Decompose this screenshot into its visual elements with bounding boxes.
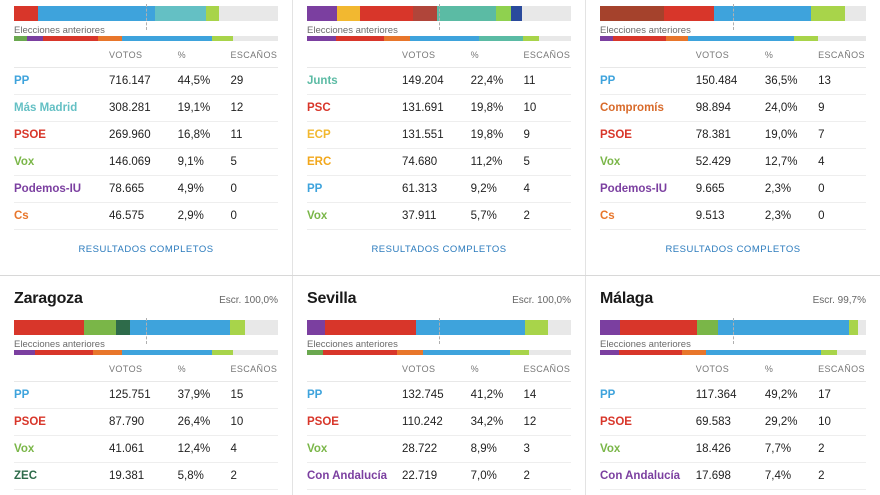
bar-segment	[416, 320, 525, 335]
col-header-party	[600, 41, 696, 68]
bar-segment	[664, 6, 715, 21]
table-row[interactable]	[14, 122, 278, 149]
bar-segment	[511, 6, 522, 21]
party-votes: 131.551	[402, 122, 471, 149]
table-row[interactable]	[600, 149, 866, 176]
party-percentage: 2,3%	[765, 203, 818, 230]
party-votes: 28.722	[402, 436, 471, 463]
bar-segment	[130, 320, 230, 335]
col-header-party	[14, 355, 109, 382]
party-votes: 9.665	[696, 176, 765, 203]
city-name: Zaragoza	[14, 290, 83, 307]
city-header	[600, 276, 866, 318]
bar-segment	[38, 6, 155, 21]
bar-segment	[666, 36, 687, 41]
col-header-seats: ESCAÑOS	[523, 41, 571, 68]
party-votes: 74.680	[402, 149, 471, 176]
bar-segment	[706, 350, 820, 355]
bar-segment	[837, 350, 866, 355]
party-seats: 4	[818, 149, 866, 176]
col-header-pct: %	[471, 355, 524, 382]
party-percentage: 19,1%	[178, 95, 231, 122]
city-result-card	[586, 0, 880, 275]
bar-segment	[600, 6, 664, 21]
table-row[interactable]	[600, 95, 866, 122]
scrutiny-status: Escr. 100,0%	[512, 295, 571, 306]
bar-segment	[336, 36, 384, 41]
party-votes: 69.583	[696, 409, 765, 436]
party-votes: 52.429	[696, 149, 765, 176]
bar-segment	[413, 6, 437, 21]
party-seats: 11	[523, 68, 571, 95]
table-row[interactable]	[14, 176, 278, 203]
party-percentage: 29,2%	[765, 409, 818, 436]
party-name: PP	[14, 68, 109, 95]
bar-segment	[219, 6, 278, 21]
bar-segment	[98, 36, 122, 41]
bar-segment	[718, 320, 849, 335]
table-row[interactable]	[307, 176, 571, 203]
party-name: Junts	[307, 68, 402, 95]
party-seats: 12	[230, 95, 278, 122]
table-row[interactable]	[600, 409, 866, 436]
party-seats: 10	[818, 409, 866, 436]
previous-seat-bar	[307, 350, 571, 355]
party-percentage: 8,9%	[471, 436, 524, 463]
party-name: PP	[14, 382, 109, 409]
bar-segment	[233, 350, 278, 355]
bar-segment	[122, 350, 212, 355]
city-result-card	[0, 0, 293, 275]
bar-segment	[245, 320, 277, 335]
bar-segment	[600, 350, 619, 355]
table-row[interactable]	[307, 149, 571, 176]
previous-seat-bar	[14, 350, 278, 355]
city-header	[14, 276, 278, 318]
bar-segment	[307, 350, 323, 355]
party-votes: 308.281	[109, 95, 178, 122]
previous-elections-label: Elecciones anteriores	[14, 339, 105, 350]
city-result-card	[293, 0, 586, 275]
party-seats: 29	[230, 68, 278, 95]
party-name: PSC	[307, 95, 402, 122]
bar-segment	[688, 36, 794, 41]
previous-elections-label: Elecciones anteriores	[600, 25, 691, 36]
party-percentage: 36,5%	[765, 68, 818, 95]
bar-segment	[14, 320, 84, 335]
table-row[interactable]	[600, 463, 866, 490]
party-percentage: 19,8%	[471, 95, 524, 122]
previous-seat-bar	[600, 36, 866, 41]
party-name: PSOE	[14, 122, 109, 149]
col-header-seats: ESCAÑOS	[230, 355, 278, 382]
party-seats: 4	[523, 176, 571, 203]
bar-segment	[620, 320, 698, 335]
table-row[interactable]	[14, 382, 278, 409]
col-header-seats: ESCAÑOS	[523, 355, 571, 382]
col-header-votes: VOTOS	[109, 41, 178, 68]
party-percentage: 7,7%	[765, 436, 818, 463]
party-name: PSOE	[600, 122, 696, 149]
party-name: Con Andalucía	[307, 463, 402, 490]
party-name: PSOE	[600, 409, 696, 436]
party-name: Compromís	[600, 95, 696, 122]
majority-line	[146, 318, 147, 344]
party-percentage: 5,7%	[471, 203, 524, 230]
table-row[interactable]	[600, 122, 866, 149]
party-votes: 269.960	[109, 122, 178, 149]
bar-segment	[212, 36, 233, 41]
party-name: PSOE	[307, 409, 402, 436]
table-row[interactable]	[307, 95, 571, 122]
previous-seat-bar	[307, 36, 571, 41]
bar-segment	[14, 36, 27, 41]
party-name: PSOE	[14, 409, 109, 436]
party-name: Podemos-IU	[14, 176, 109, 203]
bar-segment	[496, 6, 511, 21]
bar-segment	[43, 36, 98, 41]
bar-segment	[325, 320, 415, 335]
bar-segment	[155, 6, 205, 21]
bar-segment	[821, 350, 837, 355]
bar-segment	[233, 36, 278, 41]
col-header-votes: VOTOS	[402, 355, 471, 382]
party-percentage: 26,4%	[178, 409, 231, 436]
bar-segment	[323, 350, 397, 355]
party-name: Vox	[14, 149, 109, 176]
party-seats: 5	[230, 149, 278, 176]
previous-elections-label: Elecciones anteriores	[600, 339, 691, 350]
table-row[interactable]	[600, 68, 866, 95]
majority-line	[733, 318, 734, 344]
bar-segment	[14, 350, 35, 355]
party-percentage: 4,9%	[178, 176, 231, 203]
party-seats: 17	[818, 382, 866, 409]
bar-segment	[600, 36, 613, 41]
bar-segment	[337, 6, 361, 21]
party-percentage: 41,2%	[471, 382, 524, 409]
col-header-pct: %	[765, 41, 818, 68]
bar-segment	[714, 6, 811, 21]
city-name: Málaga	[600, 290, 654, 307]
party-seats: 2	[523, 203, 571, 230]
bar-segment	[613, 36, 666, 41]
bar-segment	[794, 36, 818, 41]
city-name: Sevilla	[307, 290, 357, 307]
party-name: PP	[307, 382, 402, 409]
bar-segment	[845, 6, 866, 21]
scrutiny-status: Escr. 99,7%	[812, 295, 866, 306]
party-votes: 131.691	[402, 95, 471, 122]
bar-segment	[307, 6, 337, 21]
seat-bars	[14, 6, 278, 36]
col-header-seats: ESCAÑOS	[818, 41, 866, 68]
results-table	[14, 355, 278, 490]
party-seats: 10	[523, 95, 571, 122]
bar-segment	[697, 320, 717, 335]
col-header-votes: VOTOS	[696, 355, 765, 382]
bar-segment	[600, 320, 620, 335]
party-name: Más Madrid	[14, 95, 109, 122]
table-row[interactable]	[307, 436, 571, 463]
party-percentage: 12,4%	[178, 436, 231, 463]
table-row[interactable]	[600, 176, 866, 203]
party-votes: 46.575	[109, 203, 178, 230]
bar-segment	[619, 350, 683, 355]
full-results-link[interactable]: RESULTADOS COMPLETOS	[78, 244, 214, 255]
table-row[interactable]	[307, 409, 571, 436]
party-name: PP	[307, 176, 402, 203]
col-header-pct: %	[178, 355, 231, 382]
party-votes: 17.698	[696, 463, 765, 490]
party-name: Podemos-IU	[600, 176, 696, 203]
table-row[interactable]	[307, 382, 571, 409]
table-row[interactable]	[14, 68, 278, 95]
party-votes: 132.745	[402, 382, 471, 409]
party-votes: 110.242	[402, 409, 471, 436]
party-seats: 9	[523, 122, 571, 149]
table-row[interactable]	[600, 203, 866, 230]
party-percentage: 7,0%	[471, 463, 524, 490]
party-percentage: 5,8%	[178, 463, 231, 490]
seat-bars	[600, 320, 866, 350]
table-row[interactable]	[307, 203, 571, 230]
party-votes: 22.719	[402, 463, 471, 490]
party-votes: 41.061	[109, 436, 178, 463]
party-percentage: 9,1%	[178, 149, 231, 176]
party-votes: 149.204	[402, 68, 471, 95]
party-name: Vox	[307, 436, 402, 463]
party-name: Cs	[600, 203, 696, 230]
col-header-pct: %	[765, 355, 818, 382]
party-name: PP	[600, 68, 696, 95]
bar-segment	[423, 350, 510, 355]
table-row[interactable]	[14, 95, 278, 122]
party-votes: 18.426	[696, 436, 765, 463]
bar-segment	[307, 320, 325, 335]
party-votes: 146.069	[109, 149, 178, 176]
bar-segment	[522, 6, 571, 21]
party-votes: 19.381	[109, 463, 178, 490]
seat-bars	[14, 320, 278, 350]
party-name: Con Andalucía	[600, 463, 696, 490]
party-name: Vox	[307, 203, 402, 230]
party-name: ERC	[307, 149, 402, 176]
scrutiny-status: Escr. 100,0%	[219, 295, 278, 306]
col-header-seats: ESCAÑOS	[230, 41, 278, 68]
party-percentage: 24,0%	[765, 95, 818, 122]
results-table	[307, 355, 571, 490]
bar-segment	[384, 36, 410, 41]
city-header	[307, 276, 571, 318]
party-seats: 7	[818, 122, 866, 149]
bar-segment	[230, 320, 246, 335]
previous-elections-label: Elecciones anteriores	[307, 339, 398, 350]
bar-segment	[479, 36, 524, 41]
bar-segment	[206, 6, 219, 21]
party-votes: 125.751	[109, 382, 178, 409]
seat-bars	[307, 6, 571, 36]
bar-segment	[27, 36, 43, 41]
table-row[interactable]	[14, 436, 278, 463]
party-percentage: 2,3%	[765, 176, 818, 203]
table-row[interactable]	[14, 463, 278, 490]
party-percentage: 19,0%	[765, 122, 818, 149]
party-seats: 0	[818, 203, 866, 230]
results-grid-bottom	[0, 276, 880, 495]
bar-segment	[849, 320, 858, 335]
bar-segment	[35, 350, 93, 355]
party-seats: 12	[523, 409, 571, 436]
col-header-votes: VOTOS	[109, 355, 178, 382]
party-seats: 13	[818, 68, 866, 95]
bar-segment	[539, 36, 571, 41]
party-name: Vox	[14, 436, 109, 463]
city-result-card	[0, 276, 293, 495]
results-table	[307, 41, 571, 230]
bar-segment	[525, 320, 548, 335]
bar-segment	[529, 350, 571, 355]
results-table	[600, 355, 866, 490]
bar-segment	[858, 320, 866, 335]
col-header-pct: %	[178, 41, 231, 68]
majority-line	[439, 4, 440, 30]
results-table	[600, 41, 866, 230]
table-row[interactable]	[307, 463, 571, 490]
col-header-party	[14, 41, 109, 68]
table-row[interactable]	[14, 409, 278, 436]
party-seats: 4	[230, 436, 278, 463]
col-header-party	[307, 41, 402, 68]
party-percentage: 12,7%	[765, 149, 818, 176]
bar-segment	[122, 36, 212, 41]
party-seats: 2	[818, 463, 866, 490]
party-name: Cs	[14, 203, 109, 230]
table-row[interactable]	[307, 68, 571, 95]
seat-bars	[307, 320, 571, 350]
party-name: PP	[600, 382, 696, 409]
seat-bars	[600, 6, 866, 36]
party-seats: 2	[230, 463, 278, 490]
previous-seat-bar	[14, 36, 278, 41]
party-votes: 716.147	[109, 68, 178, 95]
full-results-link[interactable]: RESULTADOS COMPLETOS	[371, 244, 507, 255]
party-name: Vox	[600, 436, 696, 463]
party-seats: 9	[818, 95, 866, 122]
results-table	[14, 41, 278, 230]
party-seats: 2	[523, 463, 571, 490]
party-votes: 9.513	[696, 203, 765, 230]
party-percentage: 16,8%	[178, 122, 231, 149]
bar-segment	[212, 350, 233, 355]
party-percentage: 11,2%	[471, 149, 524, 176]
col-header-votes: VOTOS	[402, 41, 471, 68]
table-row[interactable]	[600, 382, 866, 409]
city-result-card	[293, 276, 586, 495]
city-result-card	[586, 276, 880, 495]
party-seats: 10	[230, 409, 278, 436]
full-results-link[interactable]: RESULTADOS COMPLETOS	[665, 244, 801, 255]
majority-line	[733, 4, 734, 30]
party-name: Vox	[600, 149, 696, 176]
bar-segment	[437, 6, 496, 21]
table-row[interactable]	[600, 436, 866, 463]
party-percentage: 19,8%	[471, 122, 524, 149]
party-percentage: 34,2%	[471, 409, 524, 436]
party-votes: 117.364	[696, 382, 765, 409]
party-percentage: 7,4%	[765, 463, 818, 490]
party-seats: 11	[230, 122, 278, 149]
party-seats: 14	[523, 382, 571, 409]
party-votes: 37.911	[402, 203, 471, 230]
party-votes: 87.790	[109, 409, 178, 436]
majority-line	[146, 4, 147, 30]
party-percentage: 9,2%	[471, 176, 524, 203]
party-percentage: 49,2%	[765, 382, 818, 409]
bar-segment	[682, 350, 706, 355]
col-header-pct: %	[471, 41, 524, 68]
bar-segment	[523, 36, 539, 41]
bar-segment	[84, 320, 117, 335]
bar-segment	[307, 36, 336, 41]
table-row[interactable]	[14, 203, 278, 230]
majority-line	[439, 318, 440, 344]
table-row[interactable]	[307, 122, 571, 149]
party-seats: 2	[818, 436, 866, 463]
party-votes: 78.381	[696, 122, 765, 149]
bar-segment	[510, 350, 528, 355]
party-votes: 98.894	[696, 95, 765, 122]
party-votes: 61.313	[402, 176, 471, 203]
party-votes: 78.665	[109, 176, 178, 203]
party-seats: 5	[523, 149, 571, 176]
previous-seat-bar	[600, 350, 866, 355]
party-seats: 15	[230, 382, 278, 409]
bar-segment	[818, 36, 866, 41]
party-name: ZEC	[14, 463, 109, 490]
party-percentage: 22,4%	[471, 68, 524, 95]
bar-segment	[410, 36, 479, 41]
col-header-party	[307, 355, 402, 382]
party-seats: 0	[818, 176, 866, 203]
col-header-seats: ESCAÑOS	[818, 355, 866, 382]
bar-segment	[548, 320, 571, 335]
previous-elections-label: Elecciones anteriores	[14, 25, 105, 36]
party-name: ECP	[307, 122, 402, 149]
bar-segment	[360, 6, 412, 21]
bar-segment	[93, 350, 122, 355]
bar-segment	[811, 6, 845, 21]
bar-segment	[397, 350, 423, 355]
party-seats: 3	[523, 436, 571, 463]
col-header-votes: VOTOS	[696, 41, 765, 68]
party-percentage: 37,9%	[178, 382, 231, 409]
party-seats: 0	[230, 176, 278, 203]
previous-elections-label: Elecciones anteriores	[307, 25, 398, 36]
col-header-party	[600, 355, 696, 382]
party-percentage: 2,9%	[178, 203, 231, 230]
party-votes: 150.484	[696, 68, 765, 95]
party-seats: 0	[230, 203, 278, 230]
table-row[interactable]	[14, 149, 278, 176]
party-percentage: 44,5%	[178, 68, 231, 95]
bar-segment	[14, 6, 38, 21]
bar-segment	[116, 320, 129, 335]
